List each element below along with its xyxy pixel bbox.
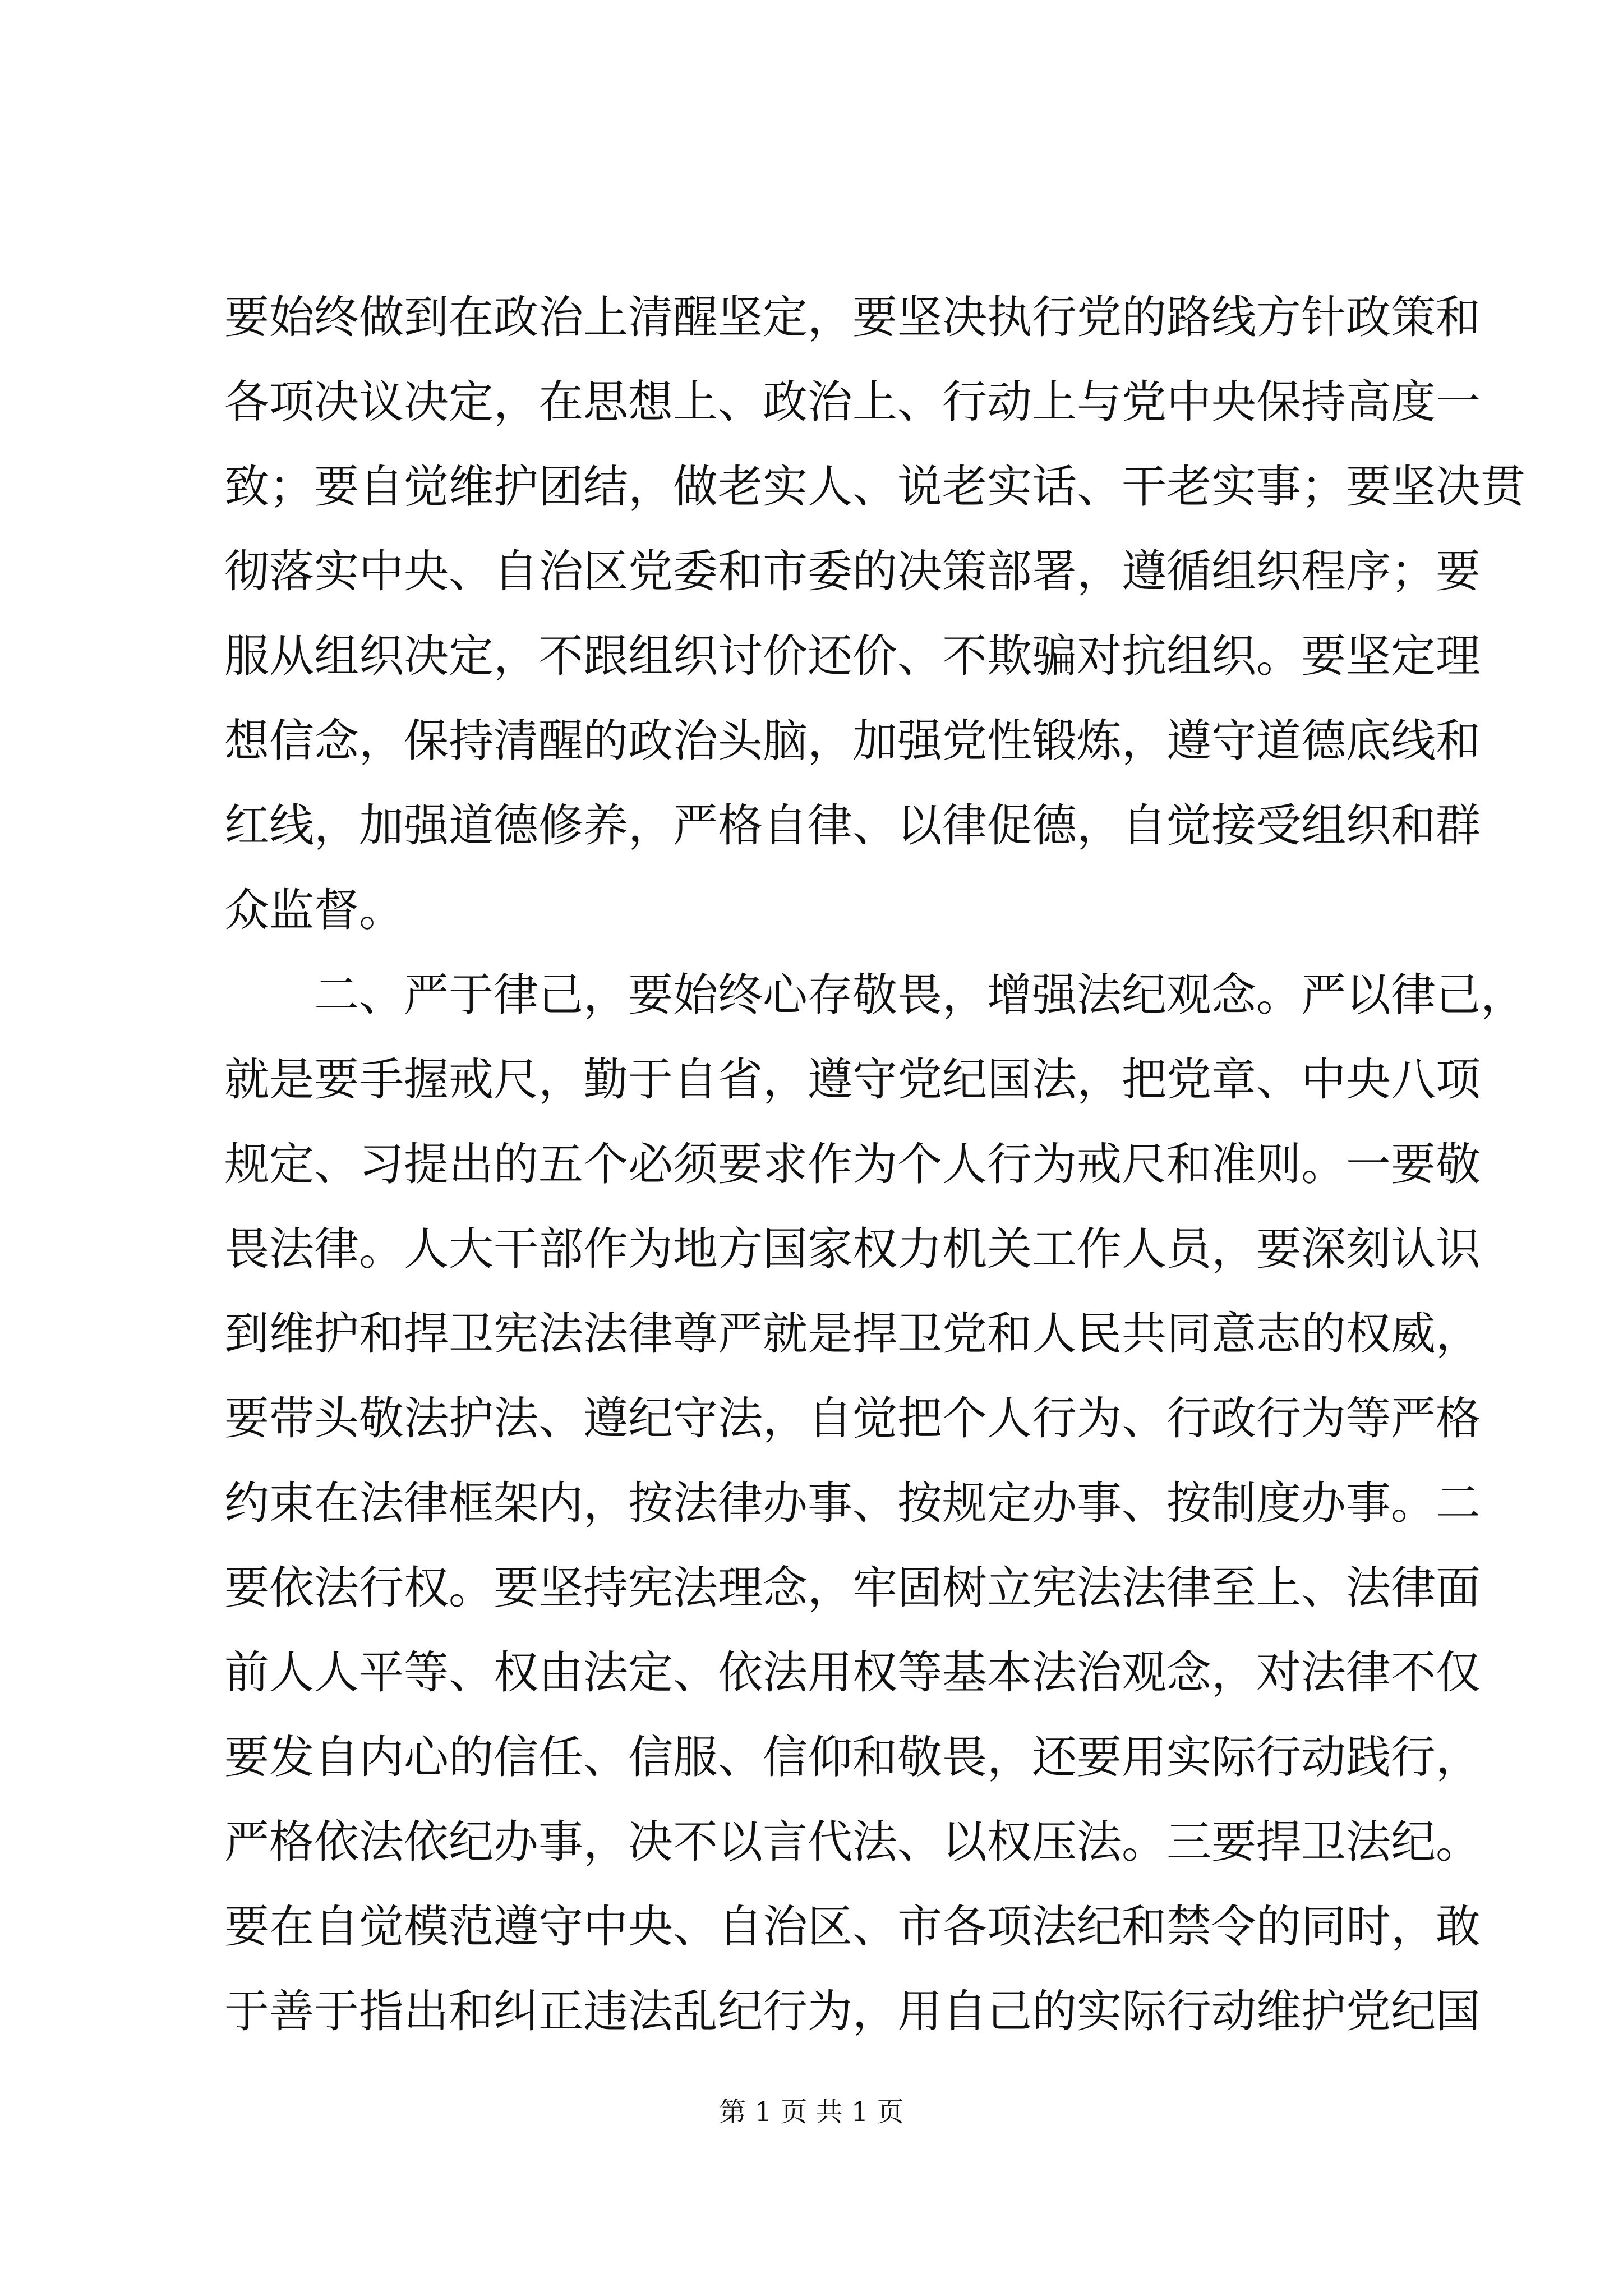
text-line: 畏法律。人大干部作为地方国家权力机关工作人员，要深刻认识	[224, 1223, 1481, 1275]
text-line: 各项决议决定，在思想上、政治上、行动上与党中央保持高度一	[224, 376, 1481, 428]
text-line: 要始终做到在政治上清醒坚定，要坚决执行党的路线方针政策和	[224, 291, 1481, 343]
text-line: 致；要自觉维护团结，做老实人、说老实话、干老实事；要坚决贯	[224, 461, 1525, 513]
text-line: 到维护和捍卫宪法法律尊严就是捍卫党和人民共同意志的权威，	[224, 1308, 1481, 1360]
text-line: 前人人平等、权由法定、依法用权等基本法治观念，对法律不仅	[224, 1646, 1481, 1699]
text-line: 服从组织决定，不跟组织讨价还价、不欺骗对抗组织。要坚定理	[224, 630, 1481, 682]
paragraph-start-line: 二、严于律己，要始终心存敬畏，增强法纪观念。严以律己，	[314, 969, 1525, 1021]
text-line: 严格依法依纪办事，决不以言代法、以权压法。三要捍卫法纪。	[224, 1816, 1481, 1868]
text-line: 约束在法律框架内，按法律办事、按规定办事、按制度办事。二	[224, 1477, 1481, 1529]
text-line: 要带头敬法护法、遵纪守法，自觉把个人行为、行政行为等严格	[224, 1392, 1481, 1444]
text-line: 想信念，保持清醒的政治头脑，加强党性锻炼，遵守道德底线和	[224, 715, 1481, 767]
text-line: 要依法行权。要坚持宪法理念，牢固树立宪法法律至上、法律面	[224, 1562, 1481, 1614]
text-line: 于善于指出和纠正违法乱纪行为，用自己的实际行动维护党纪国	[224, 1985, 1481, 2037]
text-line: 要在自觉模范遵守中央、自治区、市各项法纪和禁令的同时，敢	[224, 1901, 1481, 1953]
text-line: 要发自内心的信任、信服、信仰和敬畏，还要用实际行动践行，	[224, 1731, 1481, 1783]
text-line: 就是要手握戒尺，勤于自省，遵守党纪国法，把党章、中央八项	[224, 1053, 1481, 1106]
text-line: 众监督。	[224, 884, 404, 936]
page-footer: 第 1 页 共 1 页	[719, 2096, 904, 2128]
text-line: 红线，加强道德修养，严格自律、以律促德，自觉接受组织和群	[224, 799, 1481, 852]
text-line: 规定、习提出的五个必须要求作为个人行为戒尺和准则。一要敬	[224, 1138, 1481, 1190]
document-body	[224, 275, 1525, 2054]
text-line: 彻落实中央、自治区党委和市委的决策部署，遵循组织程序；要	[224, 545, 1481, 597]
